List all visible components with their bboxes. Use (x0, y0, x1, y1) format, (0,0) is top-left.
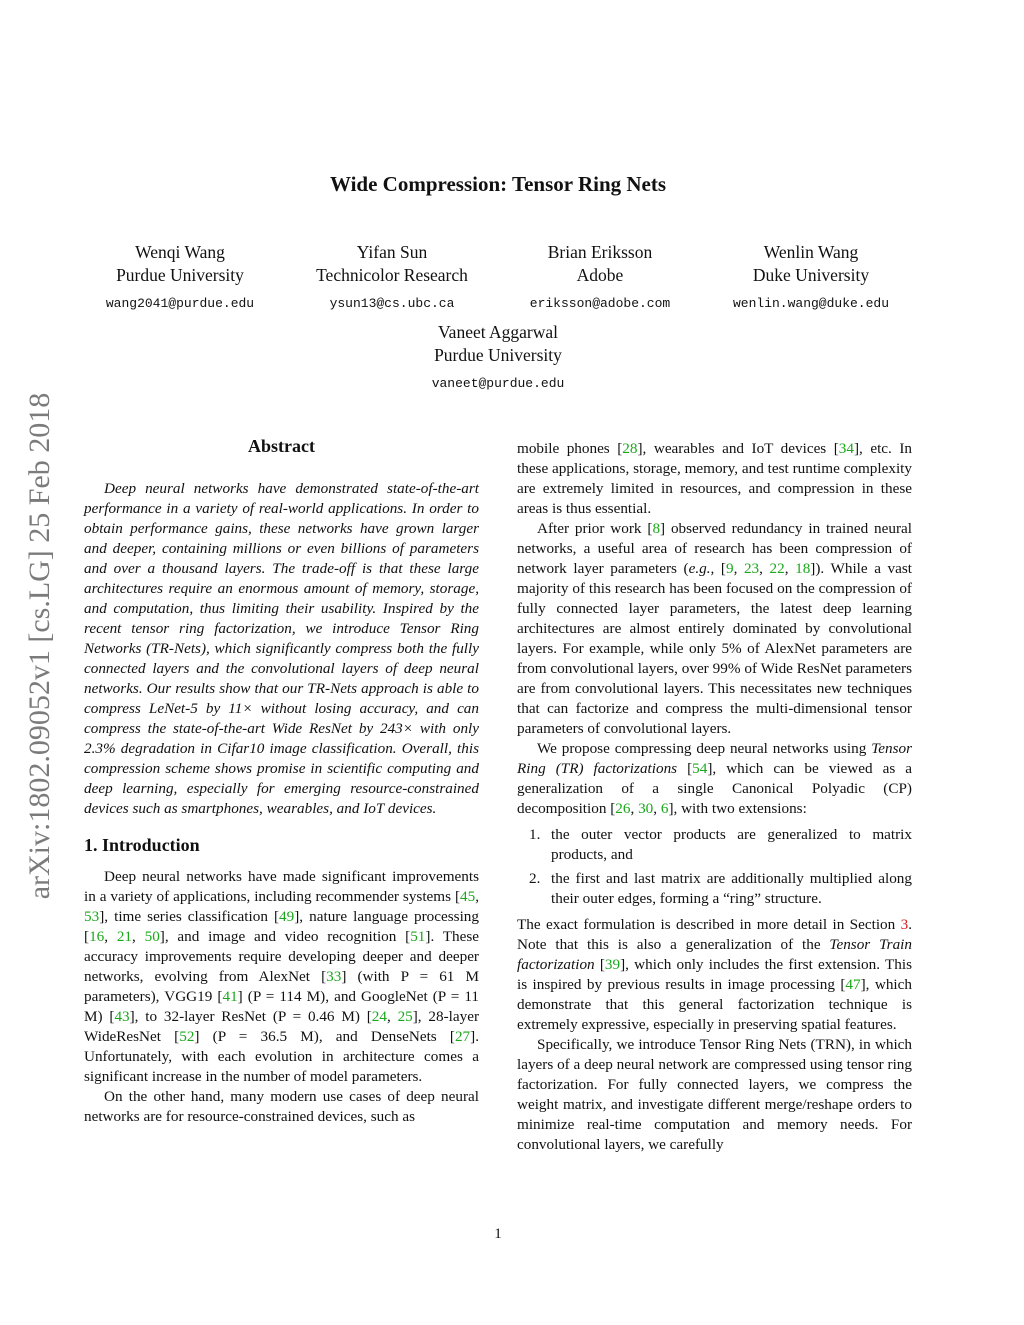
citation-link[interactable]: 26 (615, 800, 631, 817)
author-name: Vaneet Aggarwal (437, 322, 559, 342)
author-name: Brian Eriksson (547, 242, 653, 262)
citation-link[interactable]: 43 (114, 1008, 130, 1025)
citation-link[interactable]: 49 (279, 908, 295, 925)
list-item: 2. the first and last matrix are additionally multiplied along their outer edges, forming a “ring” structure. (529, 870, 912, 907)
citation-link[interactable]: 18 (795, 560, 811, 577)
right-paragraph-1: mobile phones [28], wearables and IoT devices [34], etc. In these applications, storage, memory, and test runtime complexity are extremely limited in resources, and compression in these areas is thus essential. (517, 440, 913, 517)
author-block (80, 241, 280, 315)
citation-link[interactable]: 22 (769, 560, 785, 577)
author-affiliation: Technicolor Research (316, 265, 468, 285)
citation-link[interactable]: 52 (179, 1028, 195, 1045)
author-affiliation: Purdue University (434, 345, 562, 365)
citation-link[interactable]: 25 (397, 1008, 413, 1025)
arxiv-stamp-text: arXiv:1802.09052v1 [cs.LG] 25 Feb 2018 (23, 392, 56, 900)
author-block (398, 321, 598, 395)
section-link[interactable]: 3 (900, 916, 909, 933)
right-paragraph-2: After prior work [8] observed redundancy in trained neural networks, a useful area of research has been compression of network layer parameters (e.g., [9, 23, 22, 18]). While a vast majority of this research has been focused on the compression of fully connected layer parameters, the latest deep learning architectures are almost entirely dominated by convolutional layers. For example, while only 5% of AlexNet parameters are from convolutional layers, over 99% of Wide ResNet parameters are from convolutional layers. This necessitates new techniques that can factorize and compress the multi-dimensional tensor parameters of convolutional layers. (517, 520, 913, 737)
citation-link[interactable]: 45 (460, 888, 476, 905)
author-affiliation: Duke University (752, 265, 870, 285)
citation-link[interactable]: 50 (144, 928, 160, 945)
citation-link[interactable]: 47 (845, 976, 861, 993)
citation-link[interactable]: 53 (84, 908, 100, 925)
author-name: Wenqi Wang (135, 242, 225, 262)
author-name: Wenlin Wang (763, 242, 859, 262)
author-block (292, 241, 492, 315)
citation-link[interactable]: 27 (454, 1028, 471, 1045)
intro-paragraph-2: On the other hand, many modern use cases of deep neural networks are for resource-constrained devices, such as (84, 1088, 479, 1125)
arxiv-stamp (10, 356, 70, 936)
author-email[interactable]: wenlin.wang@duke.edu (732, 296, 890, 311)
right-paragraph-4: The exact formulation is described in more detail in Section 3. Note that this is also a generalization of the Tensor Train factorization [39], which only includes the first extension. This is inspired by previous results in image processing [47], which demonstrate that this general factorization technique is extremely expressive, especially in preserving spatial features. (517, 916, 912, 1033)
author-email[interactable]: eriksson@adobe.com (529, 296, 671, 311)
citation-link[interactable]: 6 (660, 800, 669, 817)
author-block (500, 241, 700, 315)
author-email[interactable]: ysun13@cs.ubc.ca (329, 296, 455, 311)
citation-link[interactable]: 24 (371, 1008, 387, 1025)
right-paragraph-5: Specifically, we introduce Tensor Ring Nets (TRN), in which layers of a deep neural network are compressed using tensor ring factorization. For fully connected layers, we compress the weight matrix, and investigate different merge/reshape orders to minimize real-time computation and memory needs. For convolutional layers, we carefully (517, 1036, 912, 1153)
author-email[interactable]: wang2041@purdue.edu (105, 296, 255, 311)
citation-link[interactable]: 51 (410, 928, 426, 945)
citation-link[interactable]: 23 (743, 560, 760, 577)
abstract-heading: Abstract (248, 436, 315, 456)
paper-title: Wide Compression: Tensor Ring Nets (329, 172, 667, 196)
author-name: Yifan Sun (356, 242, 428, 262)
author-email[interactable]: vaneet@purdue.edu (431, 376, 565, 391)
citation-link[interactable]: 21 (116, 928, 133, 945)
citation-link[interactable]: 34 (838, 440, 854, 457)
right-column (517, 439, 912, 1155)
citation-link[interactable]: 41 (222, 988, 238, 1005)
abstract-text: Deep neural networks have demonstrated state-of-the-art performance in a variety of real-world applications. In order to obtain performance gains, these networks have grown larger and deeper, containing millions or even billions of parameters and over a thousand layers. The trade-off is that these large architectures require an enormous amount of memory, storage, and computation, thus limiting their usability. Inspired by the recent tensor ring factorization, we introduce Tensor Ring Networks (TR-Nets), which significantly compress both the fully connected layers and the convolutional layers of deep neural networks. Our results show that our TR-Nets approach is able to compress LeNet-5 by 11× without losing accuracy, and can compress the state-of-the-art Wide ResNet by 243× with only 2.3% degradation in Cifar10 image classification. Overall, this compression scheme shows promise in scientific computing and deep learning, especially for emerging resource-constrained devices such as smartphones, wearables, and IoT devices. (84, 480, 479, 817)
intro-paragraph-1: Deep neural networks have made significant improvements in a variety of applications, including recommender systems [45, 53], time series classification [49], nature language processing [16, 21, 50], and image and video recognition [51]. These accuracy improvements require developing deeper and deeper networks, evolving from AlexNet [33] (with P = 61 M parameters), VGG19 [41] (P = 114 M), and GoogleNet (P = 11 M) [43], to 32-layer ResNet (P = 0.46 M) [24, 25], 28-layer WideResNet [52] (P = 36.5 M), and DenseNets [27]. Unfortunately, with each evolution in architecture comes a significant increase in the number of model parameters. (84, 868, 480, 1085)
extension-list (517, 825, 912, 909)
list-item: 1. the outer vector products are generalized to matrix products, and (529, 826, 912, 863)
author-affiliation: Purdue University (116, 265, 244, 285)
citation-link[interactable]: 30 (638, 800, 654, 817)
citation-link[interactable]: 28 (622, 440, 638, 457)
citation-link[interactable]: 54 (692, 760, 708, 777)
right-paragraph-3: We propose compressing deep neural networks using Tensor Ring (TR) factorizations [54], which can be viewed as a generalization of a single Canonical Polyadic (CP) decomposition [26, 30, 6], with two extensions: (517, 740, 913, 817)
intro-heading: 1. Introduction (84, 835, 200, 855)
page-number: 1 (494, 1226, 502, 1242)
author-affiliation: Adobe (576, 265, 624, 285)
citation-link[interactable]: 39 (604, 956, 621, 973)
citation-link[interactable]: 33 (326, 968, 342, 985)
citation-link[interactable]: 8 (652, 520, 661, 537)
author-block (710, 241, 912, 315)
citation-link[interactable]: 16 (89, 928, 105, 945)
citation-link[interactable]: 9 (725, 560, 734, 577)
left-column (84, 436, 479, 1127)
